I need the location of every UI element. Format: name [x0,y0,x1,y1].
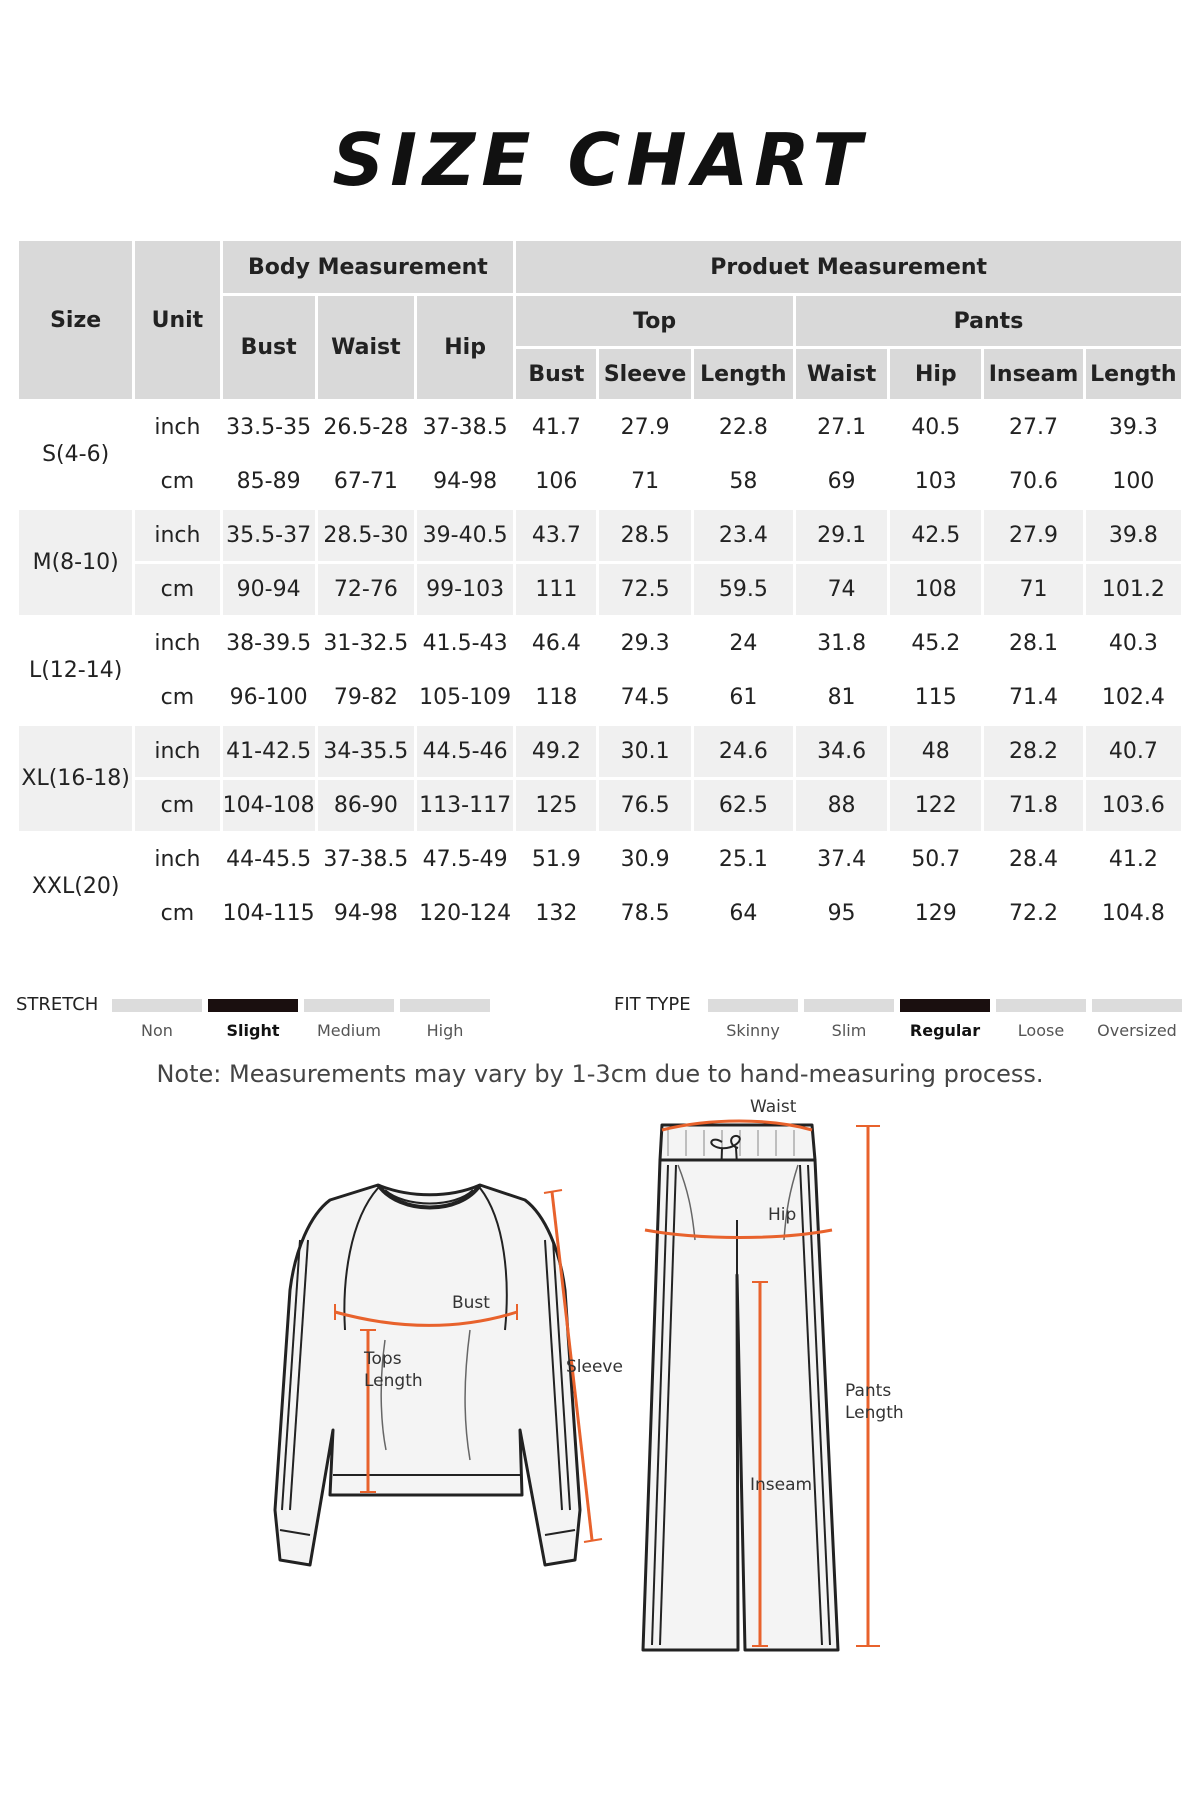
tops-length-label-2: Length [364,1371,423,1391]
product-measurement-header: Produet Measurement [516,241,1181,293]
measurement-note: Note: Measurements may vary by 1-3cm due to hand-measuring process. [156,1060,1044,1088]
value-cell: 62.5 [694,780,793,831]
waist-label: Waist [750,1097,797,1117]
unit-cell: inch [135,726,219,777]
value-cell: 71.8 [984,780,1082,831]
value-cell: 103.6 [1086,780,1181,831]
col-pants-waist: Waist [796,349,887,399]
table-row [19,834,1181,885]
value-cell: 86-90 [318,780,414,831]
value-cell: 40.7 [1086,726,1181,777]
value-cell: 90-94 [223,564,315,615]
value-cell: 33.5-35 [223,402,315,453]
value-cell: 37-38.5 [417,402,513,453]
value-cell: 100 [1086,456,1181,507]
table-row [19,618,1181,669]
value-cell: 104-108 [223,780,315,831]
value-cell: 71.4 [984,672,1082,723]
stretch-option-high: High [426,1021,464,1040]
unit-cell: cm [135,888,219,939]
value-cell: 41.5-43 [417,618,513,669]
value-cell: 81 [796,672,887,723]
col-pants-inseam: Inseam [984,349,1082,399]
value-cell: 41.2 [1086,834,1181,885]
value-cell: 118 [516,672,596,723]
measurement-diagram [0,1090,1200,1710]
unit-header: Unit [135,241,219,399]
col-top-sleeve: Sleeve [599,349,690,399]
value-cell: 37.4 [796,834,887,885]
value-cell: 38-39.5 [223,618,315,669]
table-row [19,888,1181,939]
value-cell: 105-109 [417,672,513,723]
stretch-bar-medium [304,999,394,1012]
value-cell: 71 [599,456,690,507]
value-cell: 24 [694,618,793,669]
unit-cell: inch [135,510,219,561]
stretch-bar-slight [208,999,298,1012]
pants-length-label-2: Length [845,1403,904,1423]
pants-length-label-1: Pants [845,1381,892,1401]
value-cell: 61 [694,672,793,723]
value-cell: 125 [516,780,596,831]
col-top-length: Length [694,349,793,399]
size-cell: L(12-14) [19,618,132,723]
value-cell: 104.8 [1086,888,1181,939]
value-cell: 28.2 [984,726,1082,777]
value-cell: 43.7 [516,510,596,561]
value-cell: 29.3 [599,618,690,669]
value-cell: 45.2 [890,618,981,669]
value-cell: 27.9 [984,510,1082,561]
value-cell: 74.5 [599,672,690,723]
value-cell: 85-89 [223,456,315,507]
value-cell: 59.5 [694,564,793,615]
size-chart-table [16,238,1184,942]
value-cell: 41.7 [516,402,596,453]
table-row [19,780,1181,831]
value-cell: 113-117 [417,780,513,831]
value-cell: 24.6 [694,726,793,777]
value-cell: 39.3 [1086,402,1181,453]
value-cell: 40.5 [890,402,981,453]
value-cell: 122 [890,780,981,831]
value-cell: 115 [890,672,981,723]
fit-type-label: FIT TYPE [614,994,691,1015]
value-cell: 88 [796,780,887,831]
col-pants-length: Length [1086,349,1181,399]
value-cell: 31.8 [796,618,887,669]
tops-length-label-1: Tops [364,1349,402,1369]
value-cell: 120-124 [417,888,513,939]
value-cell: 101.2 [1086,564,1181,615]
value-cell: 79-82 [318,672,414,723]
value-cell: 28.5-30 [318,510,414,561]
value-cell: 104-115 [223,888,315,939]
value-cell: 67-71 [318,456,414,507]
value-cell: 70.6 [984,456,1082,507]
table-row [19,726,1181,777]
value-cell: 72-76 [318,564,414,615]
value-cell: 50.7 [890,834,981,885]
page-title: SIZE CHART [332,118,868,202]
value-cell: 106 [516,456,596,507]
fit-bar-oversized [1092,999,1182,1012]
fit-bar-slim [804,999,894,1012]
value-cell: 49.2 [516,726,596,777]
stretch-label: STRETCH [16,994,99,1015]
value-cell: 28.4 [984,834,1082,885]
fit-bar-loose [996,999,1086,1012]
value-cell: 26.5-28 [318,402,414,453]
size-header: Size [19,241,132,399]
value-cell: 103 [890,456,981,507]
unit-cell: cm [135,780,219,831]
unit-cell: inch [135,618,219,669]
stretch-option-non: Non [141,1021,173,1040]
fit-option-oversized: Oversized [1097,1021,1177,1040]
value-cell: 30.9 [599,834,690,885]
value-cell: 94-98 [318,888,414,939]
value-cell: 108 [890,564,981,615]
unit-cell: cm [135,456,219,507]
value-cell: 31-32.5 [318,618,414,669]
value-cell: 71 [984,564,1082,615]
table-row [19,456,1181,507]
col-body-bust: Bust [223,296,315,399]
value-cell: 58 [694,456,793,507]
sleeve-label: Sleeve [566,1357,623,1377]
value-cell: 35.5-37 [223,510,315,561]
value-cell: 34.6 [796,726,887,777]
value-cell: 44-45.5 [223,834,315,885]
fit-option-regular: Regular [909,1021,981,1040]
value-cell: 37-38.5 [318,834,414,885]
value-cell: 95 [796,888,887,939]
value-cell: 22.8 [694,402,793,453]
size-cell: M(8-10) [19,510,132,615]
value-cell: 94-98 [417,456,513,507]
value-cell: 99-103 [417,564,513,615]
value-cell: 27.1 [796,402,887,453]
stretch-bar-non [112,999,202,1012]
value-cell: 129 [890,888,981,939]
value-cell: 42.5 [890,510,981,561]
value-cell: 39.8 [1086,510,1181,561]
top-header: Top [516,296,793,346]
pants-header: Pants [796,296,1181,346]
value-cell: 27.9 [599,402,690,453]
stretch-bar-high [400,999,490,1012]
size-cell: XL(16-18) [19,726,132,831]
table-row [19,672,1181,723]
col-pants-hip: Hip [890,349,981,399]
value-cell: 96-100 [223,672,315,723]
value-cell: 78.5 [599,888,690,939]
value-cell: 46.4 [516,618,596,669]
fit-option-loose: Loose [1017,1021,1065,1040]
value-cell: 27.7 [984,402,1082,453]
table-row [19,564,1181,615]
col-body-hip: Hip [417,296,513,399]
value-cell: 23.4 [694,510,793,561]
bust-label: Bust [452,1293,490,1313]
value-cell: 72.2 [984,888,1082,939]
value-cell: 102.4 [1086,672,1181,723]
value-cell: 51.9 [516,834,596,885]
value-cell: 69 [796,456,887,507]
value-cell: 48 [890,726,981,777]
value-cell: 111 [516,564,596,615]
value-cell: 76.5 [599,780,690,831]
value-cell: 74 [796,564,887,615]
value-cell: 64 [694,888,793,939]
value-cell: 28.5 [599,510,690,561]
sweatshirt-illustration [275,1185,580,1565]
unit-cell: cm [135,564,219,615]
size-cell: S(4-6) [19,402,132,507]
stretch-option-slight: Slight [226,1021,280,1040]
col-top-bust: Bust [516,349,596,399]
value-cell: 25.1 [694,834,793,885]
stretch-option-medium: Medium [317,1021,381,1040]
value-cell: 39-40.5 [417,510,513,561]
value-cell: 40.3 [1086,618,1181,669]
value-cell: 41-42.5 [223,726,315,777]
inseam-label: Inseam [750,1475,813,1495]
table-row [19,402,1181,453]
unit-cell: inch [135,402,219,453]
unit-cell: cm [135,672,219,723]
body-measurement-header: Body Measurement [223,241,514,293]
value-cell: 132 [516,888,596,939]
pants-illustration [643,1125,838,1650]
value-cell: 72.5 [599,564,690,615]
value-cell: 47.5-49 [417,834,513,885]
col-body-waist: Waist [318,296,414,399]
unit-cell: inch [135,834,219,885]
value-cell: 34-35.5 [318,726,414,777]
table-row [19,510,1181,561]
value-cell: 29.1 [796,510,887,561]
value-cell: 30.1 [599,726,690,777]
size-cell: XXL(20) [19,834,132,939]
hip-label: Hip [768,1205,797,1225]
fit-bar-skinny [708,999,798,1012]
value-cell: 28.1 [984,618,1082,669]
value-cell: 44.5-46 [417,726,513,777]
fit-bar-regular [900,999,990,1012]
fit-option-skinny: Skinny [726,1021,780,1040]
fit-option-slim: Slim [831,1021,867,1040]
